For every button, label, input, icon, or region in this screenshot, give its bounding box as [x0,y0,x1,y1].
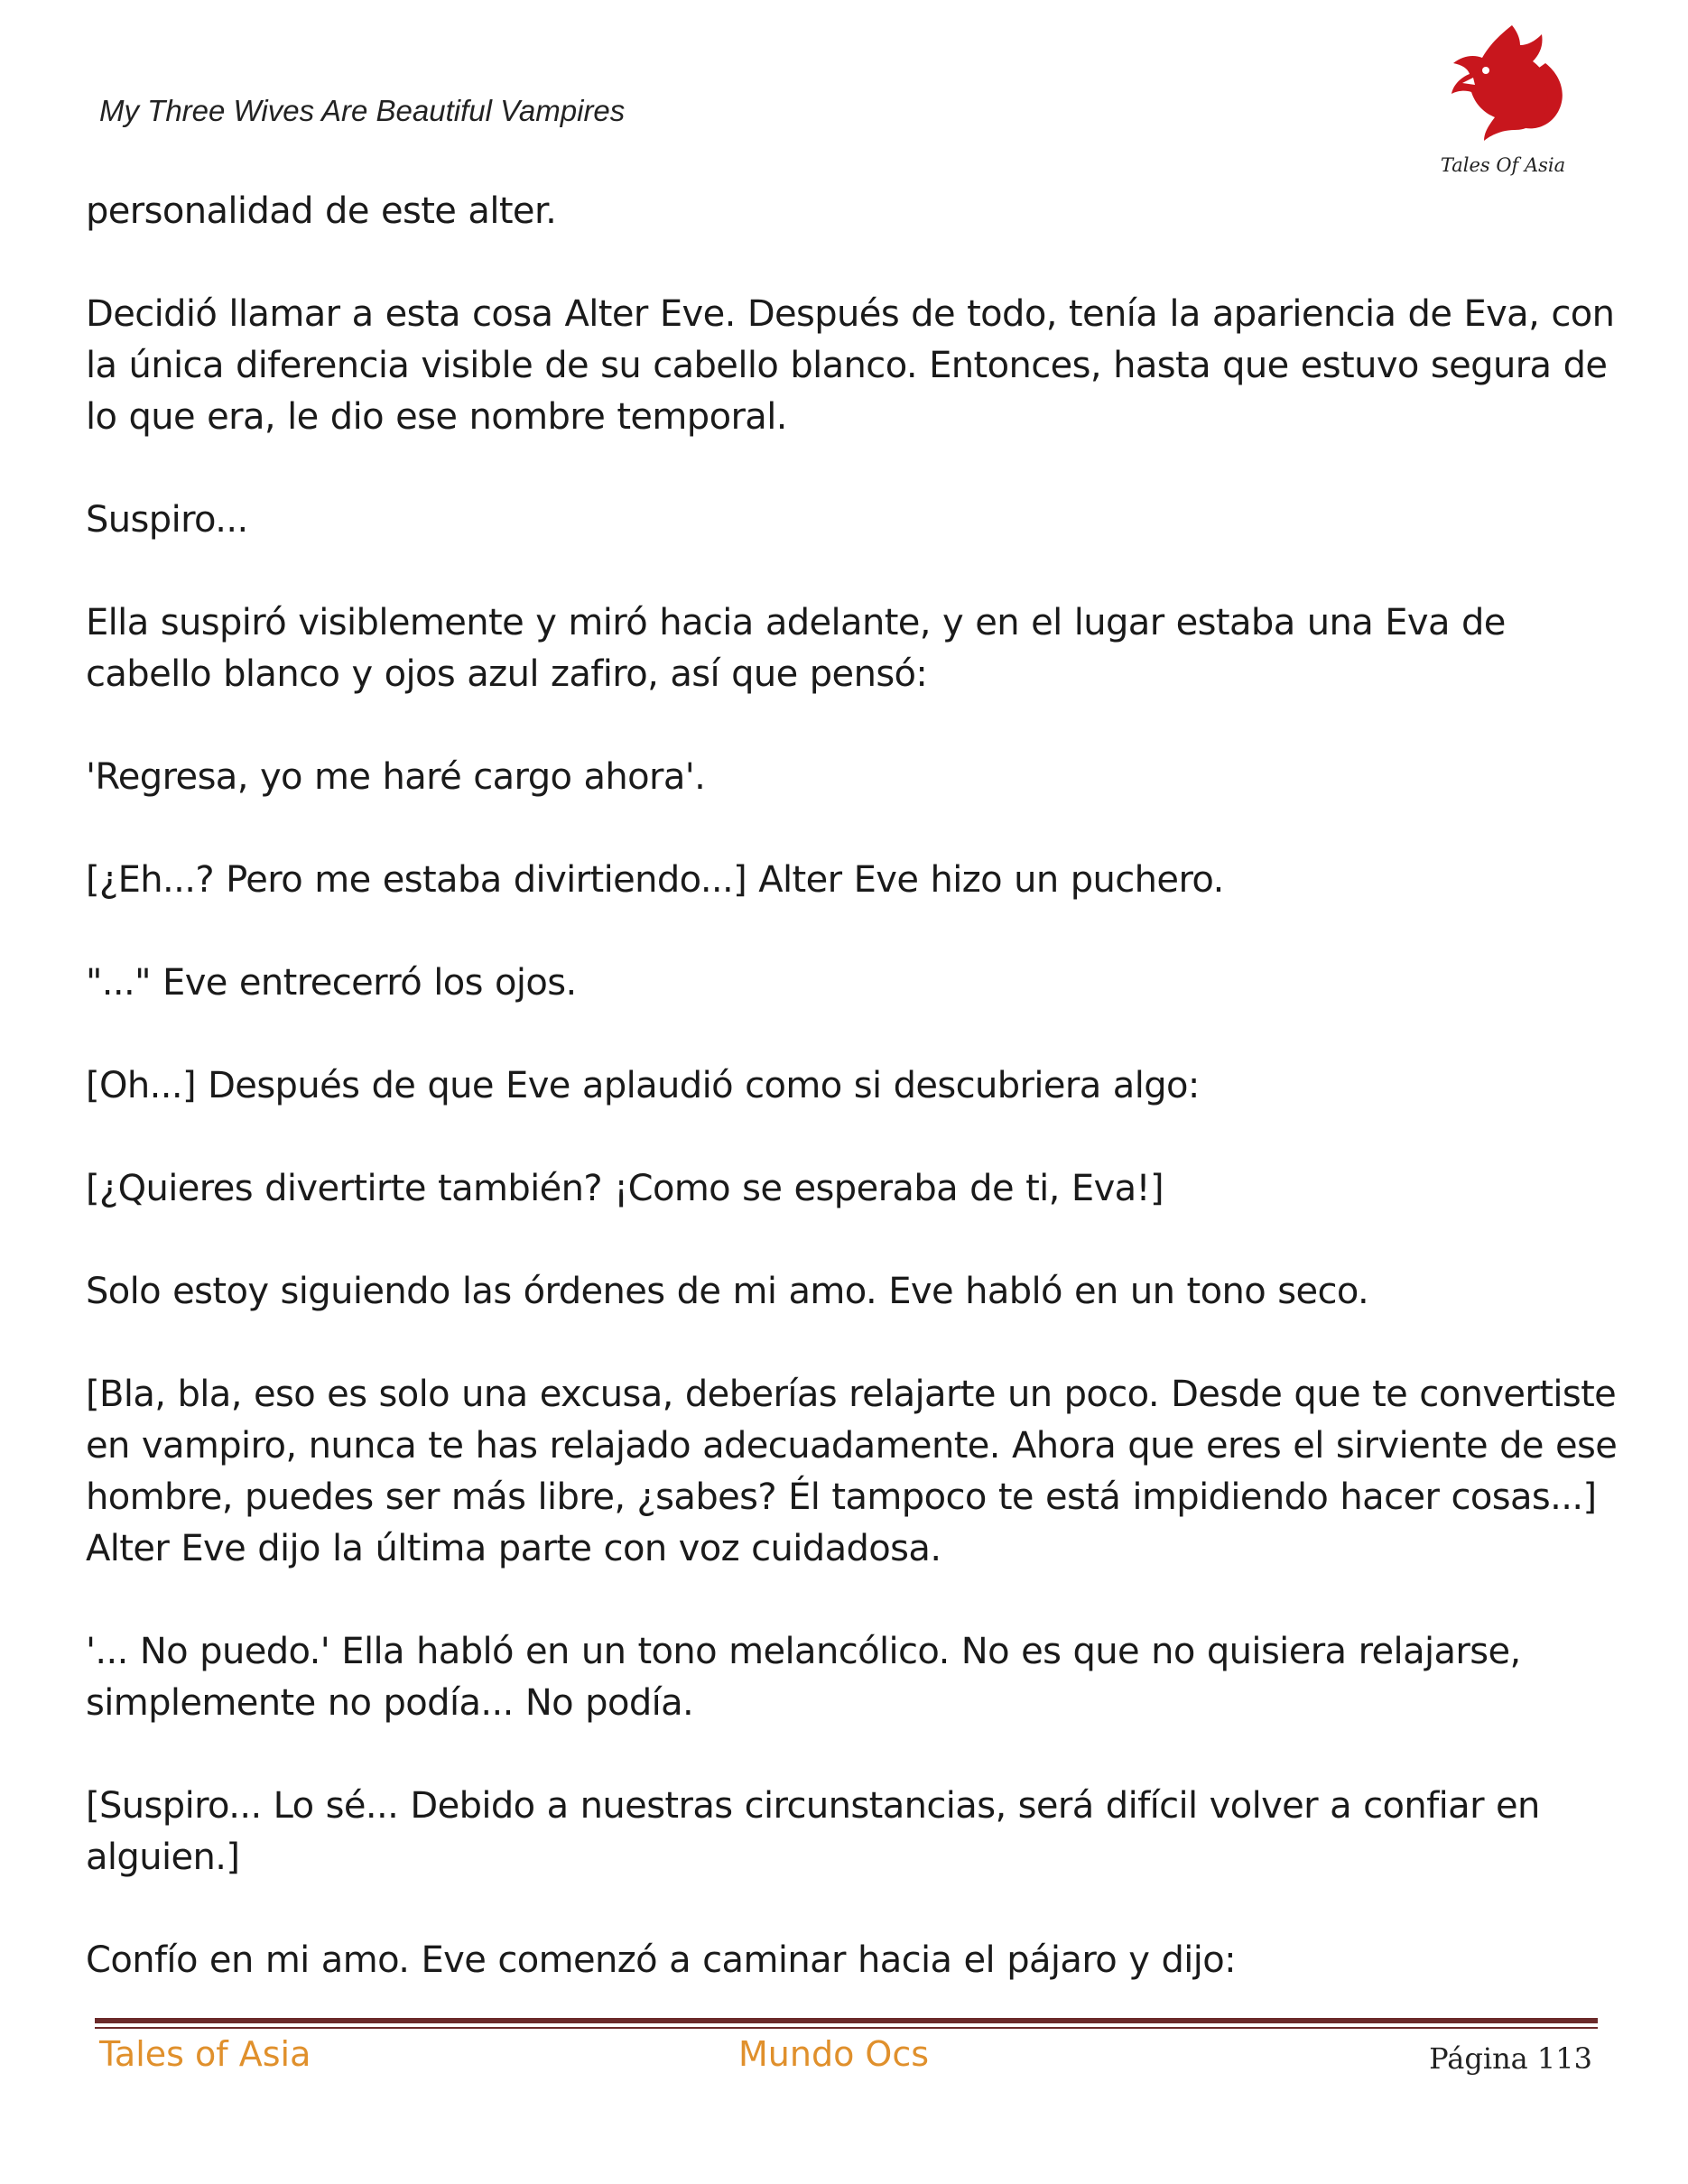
paragraph: Confío en mi amo. Eve comenzó a caminar hacia el pájaro y dijo: [86,1939,1237,1981]
logo-text: Tales Of Asia [1440,154,1566,176]
paragraph: Decidió llamar a esta cosa Alter Eve. Después de todo, tenía la apariencia de Eva, con la única diferencia visible de su cabello blanco. Entonces, hasta que estuvo segura de lo que era, le dio ese nombre temporal. [86,293,1615,438]
paragraph: personalidad de este alter. [86,190,557,232]
book-title: My Three Wives Are Beautiful Vampires [99,94,626,127]
footer-divider [95,2018,1598,2023]
page-body [86,186,1620,2038]
paragraph: Solo estoy siguiendo las órdenes de mi amo. Eve habló en un tono seco. [86,1271,1369,1312]
footer-site-name: Tales of Asia [99,2034,311,2074]
footer-section-name: Mundo Ocs [738,2034,930,2074]
page-number: Página 113 [1429,2041,1592,2076]
paragraph: [Suspiro... Lo sé... Debido a nuestras circunstancias, será difícil volver a confiar en alguien.] [86,1785,1540,1878]
dragon-icon [1426,18,1580,180]
paragraph: [Bla, bla, eso es solo una excusa, deberías relajarte un poco. Desde que te convertiste en vampiro, nunca te has relajado adecuadamente. Ahora que eres el sirviente de ese hombre, puedes ser más libre, ¿sabes? Él tampoco te está impidiendo hacer cosas...] Alter Eve dijo la última parte con voz cuidadosa. [86,1374,1618,1569]
paragraph: Suspiro... [86,499,248,541]
paragraph: [¿Eh...? Pero me estaba divirtiendo...] Alter Eve hizo un puchero. [86,859,1224,901]
paragraph: "..." Eve entrecerró los ojos. [86,962,577,1004]
paragraph: 'Regresa, yo me haré cargo ahora'. [86,756,706,798]
paragraph: '... No puedo.' Ella habló en un tono melancólico. No es que no quisiera relajarse, simplemente no podía... No podía. [86,1631,1521,1724]
footer-divider-thin [95,2027,1598,2029]
paragraph: [¿Quieres divertirte también? ¡Como se esperaba de ti, Eva!] [86,1168,1164,1209]
paragraph: [Oh...] Después de que Eve aplaudió como si descubriera algo: [86,1065,1200,1106]
tales-of-asia-logo [1426,18,1580,180]
paragraph: Ella suspiró visiblemente y miró hacia adelante, y en el lugar estaba una Eva de cabello blanco y ojos azul zafiro, así que pensó: [86,602,1506,695]
